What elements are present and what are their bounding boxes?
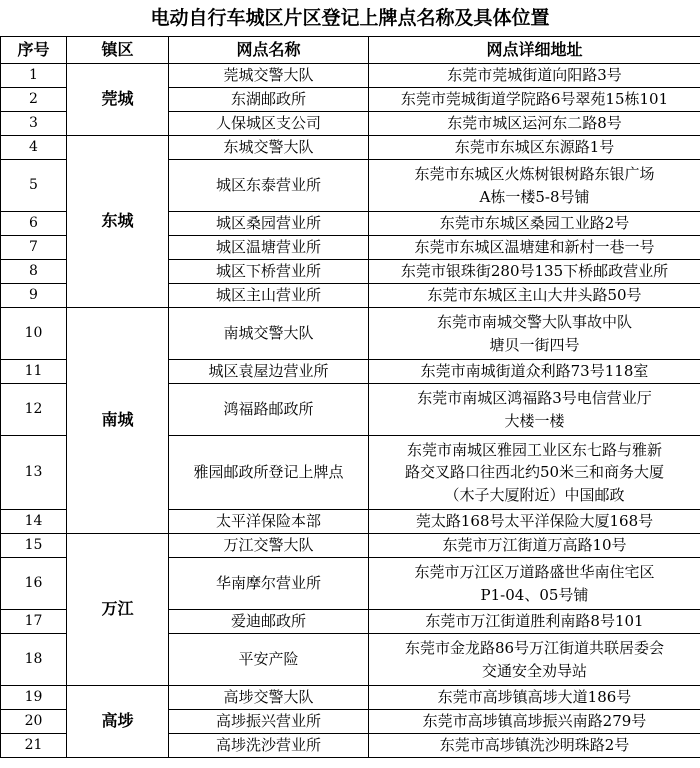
serial-number-cell: 4 [1, 136, 67, 160]
serial-number-cell: 13 [1, 436, 67, 510]
address-cell: 东莞市南城区鸿福路3号电信营业厅 大楼一楼 [369, 384, 700, 436]
table-row [1, 64, 700, 88]
serial-number-cell: 8 [1, 260, 67, 284]
header-serial-number: 序号 [1, 37, 67, 64]
address-cell: 东莞市银珠街280号135下桥邮政营业所 [369, 260, 700, 284]
table-row [1, 686, 700, 710]
serial-number-cell: 18 [1, 634, 67, 686]
town-cell: 莞城 [67, 64, 169, 136]
point-name-cell: 人保城区支公司 [169, 112, 369, 136]
point-name-cell: 高埗洗沙营业所 [169, 734, 369, 758]
town-cell: 南城 [67, 308, 169, 534]
address-cell: 东莞市东城区温塘建和新村一巷一号 [369, 236, 700, 260]
address-cell: 东莞市南城区雅园工业区东七路与雅新 路交叉路口往西北约50米三和商务大厦 （木子大厦附近）中国邮政 [369, 436, 700, 510]
town-cell: 高埗 [67, 686, 169, 758]
town-cell: 万江 [67, 534, 169, 686]
header-point-name: 网点名称 [169, 37, 369, 64]
address-cell: 东莞市东城区主山大井头路50号 [369, 284, 700, 308]
point-name-cell: 南城交警大队 [169, 308, 369, 360]
point-name-cell: 太平洋保险本部 [169, 510, 369, 534]
header-address: 网点详细地址 [369, 37, 700, 64]
address-cell: 东莞市城区运河东二路8号 [369, 112, 700, 136]
address-cell: 东莞市高埗镇高埗振兴南路279号 [369, 710, 700, 734]
serial-number-cell: 12 [1, 384, 67, 436]
point-name-cell: 万江交警大队 [169, 534, 369, 558]
serial-number-cell: 2 [1, 88, 67, 112]
point-name-cell: 城区下桥营业所 [169, 260, 369, 284]
serial-number-cell: 20 [1, 710, 67, 734]
point-name-cell: 城区温塘营业所 [169, 236, 369, 260]
serial-number-cell: 5 [1, 160, 67, 212]
address-cell: 东莞市金龙路86号万江街道共联居委会 交通安全劝导站 [369, 634, 700, 686]
registration-points-table [0, 36, 700, 758]
serial-number-cell: 15 [1, 534, 67, 558]
point-name-cell: 爱迪邮政所 [169, 610, 369, 634]
header-row [1, 37, 700, 64]
address-cell: 东莞市南城交警大队事故中队 塘贝一街四号 [369, 308, 700, 360]
header-town: 镇区 [67, 37, 169, 64]
point-name-cell: 城区桑园营业所 [169, 212, 369, 236]
serial-number-cell: 11 [1, 360, 67, 384]
serial-number-cell: 10 [1, 308, 67, 360]
point-name-cell: 华南摩尔营业所 [169, 558, 369, 610]
point-name-cell: 高埗交警大队 [169, 686, 369, 710]
point-name-cell: 东湖邮政所 [169, 88, 369, 112]
point-name-cell: 平安产险 [169, 634, 369, 686]
town-cell: 东城 [67, 136, 169, 308]
table-row [1, 534, 700, 558]
address-cell: 东莞市万江街道万高路10号 [369, 534, 700, 558]
address-cell: 东莞市莞城街道向阳路3号 [369, 64, 700, 88]
address-cell: 东莞市莞城街道学院路6号翠苑15栋101 [369, 88, 700, 112]
address-cell: 东莞市南城街道众利路73号118室 [369, 360, 700, 384]
address-cell: 东莞市万江区万道路盛世华南住宅区 P1-04、05号铺 [369, 558, 700, 610]
serial-number-cell: 19 [1, 686, 67, 710]
serial-number-cell: 21 [1, 734, 67, 758]
address-cell: 东莞市高埗镇高埗大道186号 [369, 686, 700, 710]
document-title: 电动自行车城区片区登记上牌点名称及具体位置 [150, 7, 550, 29]
serial-number-cell: 7 [1, 236, 67, 260]
serial-number-cell: 1 [1, 64, 67, 88]
point-name-cell: 东城交警大队 [169, 136, 369, 160]
address-cell: 东莞市东城区东源路1号 [369, 136, 700, 160]
point-name-cell: 雅园邮政所登记上牌点 [169, 436, 369, 510]
serial-number-cell: 9 [1, 284, 67, 308]
table-row [1, 308, 700, 360]
table-row [1, 136, 700, 160]
address-cell: 东莞市万江街道胜利南路8号101 [369, 610, 700, 634]
address-cell: 东莞市高埗镇洗沙明珠路2号 [369, 734, 700, 758]
serial-number-cell: 17 [1, 610, 67, 634]
serial-number-cell: 14 [1, 510, 67, 534]
address-cell: 莞太路168号太平洋保险大厦168号 [369, 510, 700, 534]
table-body [1, 64, 700, 758]
serial-number-cell: 6 [1, 212, 67, 236]
point-name-cell: 城区东泰营业所 [169, 160, 369, 212]
point-name-cell: 高埗振兴营业所 [169, 710, 369, 734]
serial-number-cell: 16 [1, 558, 67, 610]
point-name-cell: 城区主山营业所 [169, 284, 369, 308]
serial-number-cell: 3 [1, 112, 67, 136]
address-cell: 东莞市东城区桑园工业路2号 [369, 212, 700, 236]
address-cell: 东莞市东城区火炼树银树路东银广场 A栋一楼5-8号铺 [369, 160, 700, 212]
point-name-cell: 鸿福路邮政所 [169, 384, 369, 436]
point-name-cell: 莞城交警大队 [169, 64, 369, 88]
point-name-cell: 城区袁屋边营业所 [169, 360, 369, 384]
